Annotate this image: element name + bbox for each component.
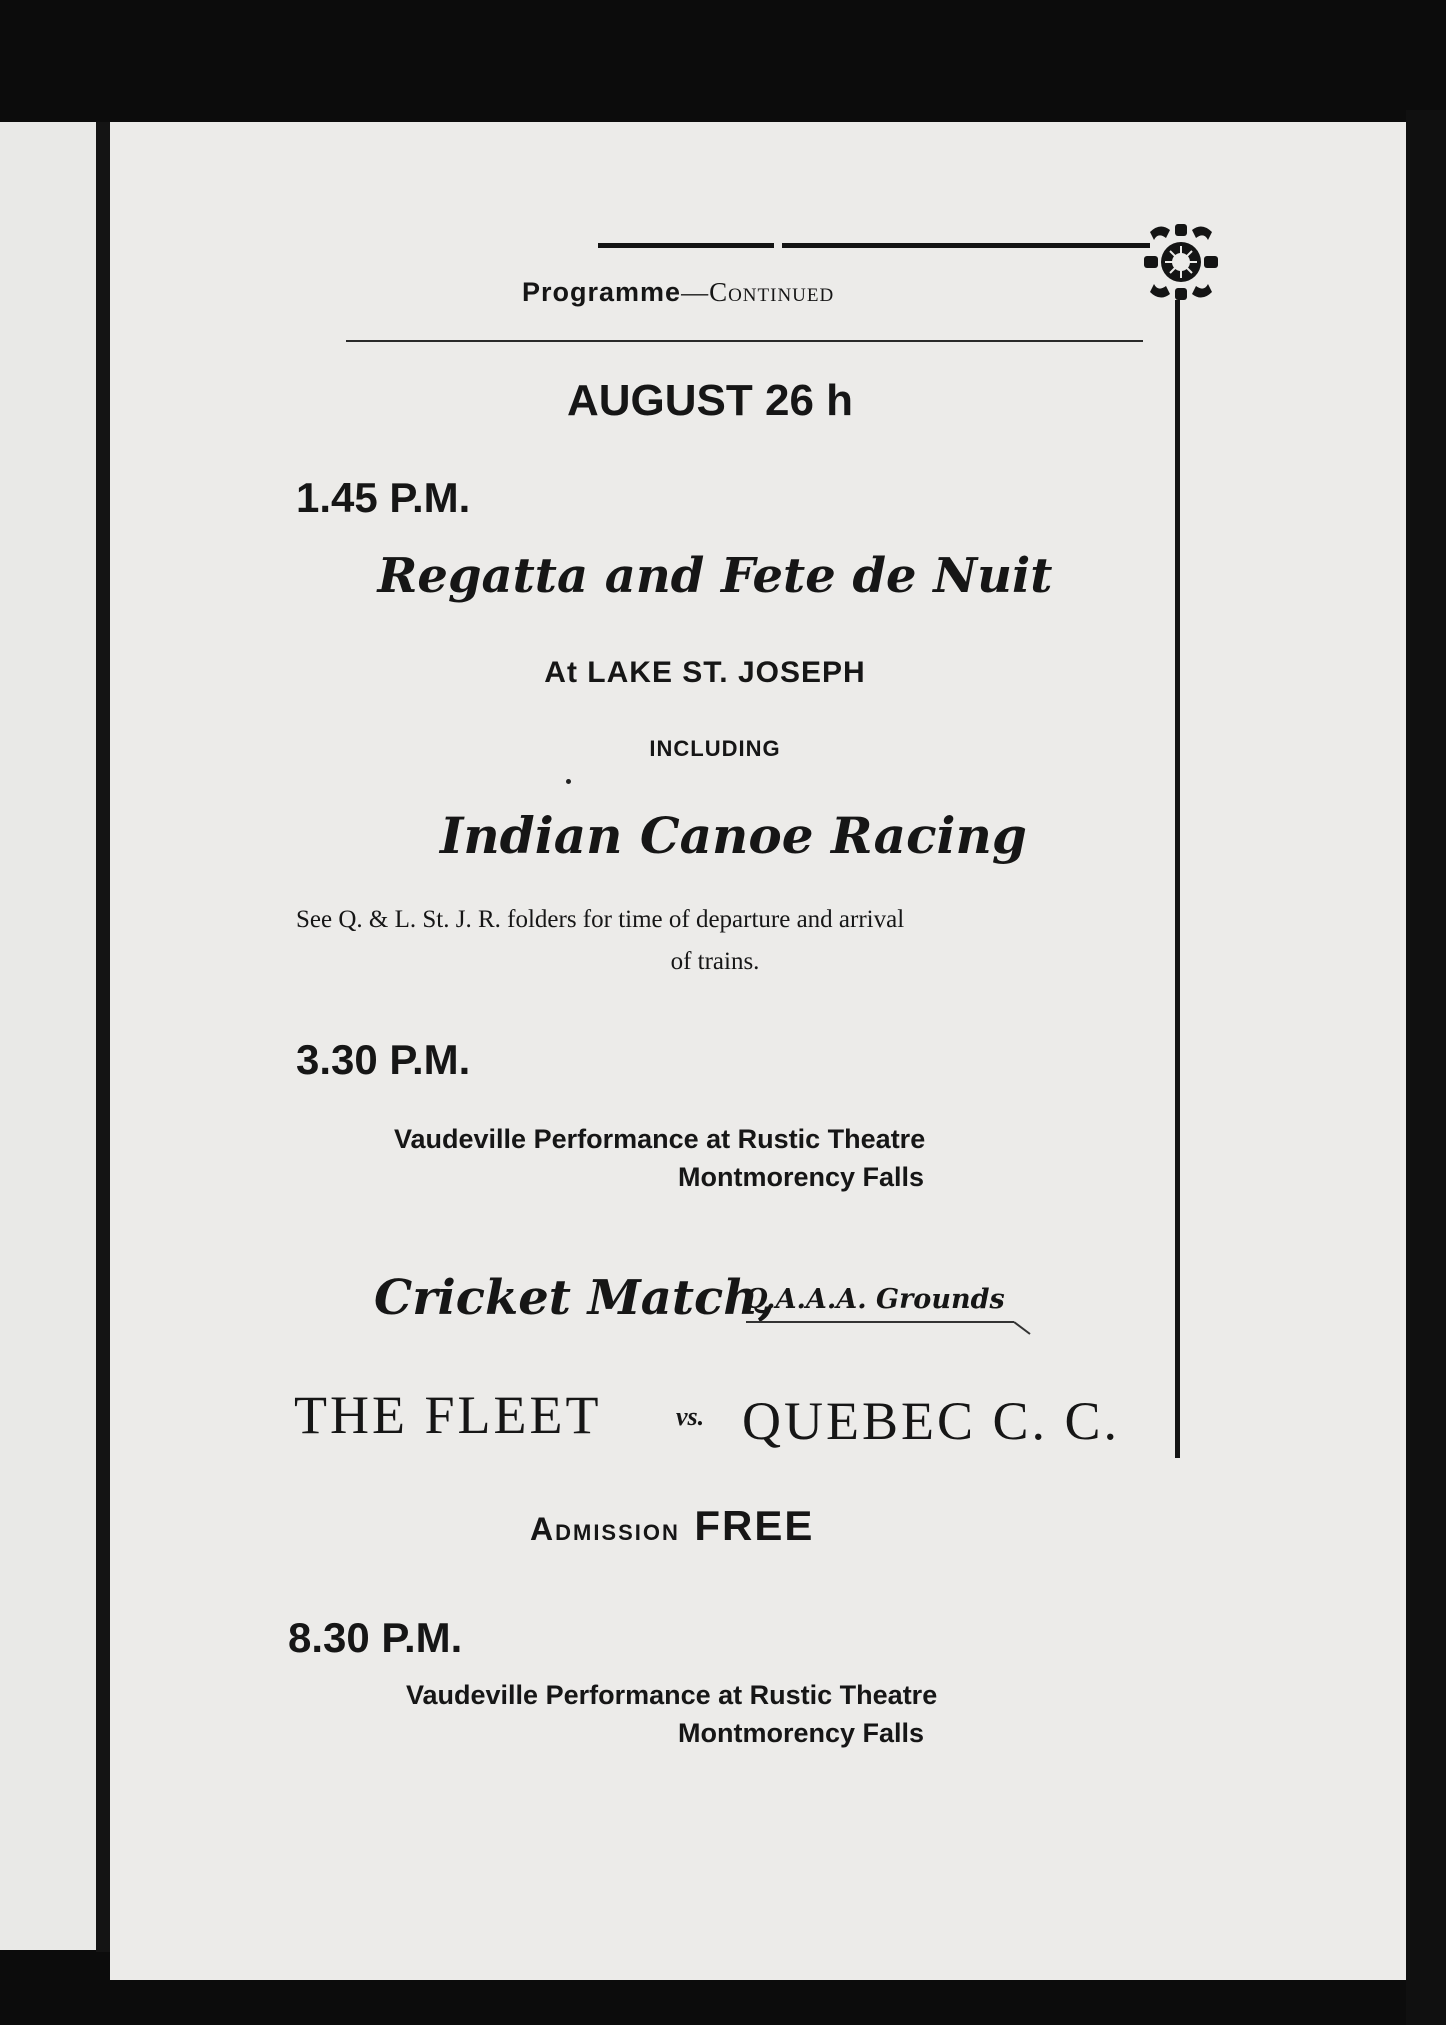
left-page-edge (0, 122, 96, 1950)
event-subtitle: Indian Canoe Racing (440, 806, 1027, 865)
event-including: INCLUDING (649, 736, 781, 761)
page-title (522, 277, 834, 308)
grounds-underline (744, 1318, 1034, 1338)
event-line2: Montmorency Falls (678, 1718, 925, 1748)
event-line1: Vaudeville Performance at Rustic Theatre (394, 1124, 926, 1154)
event-location: At LAKE ST. JOSEPH (544, 656, 866, 689)
cricket-grounds: Q.A.A.A. Grounds (744, 1284, 1005, 1315)
event-time: 1.45 P.M. (296, 474, 471, 521)
team-left: THE FLEET (294, 1385, 602, 1445)
admission-value: FREE (694, 1502, 815, 1549)
event-line1: Vaudeville Performance at Rustic Theatre (406, 1680, 938, 1710)
event-time: 8.30 P.M. (288, 1614, 463, 1661)
header-rule-top (598, 243, 1150, 248)
page-title-suffix: —Continued (681, 277, 835, 307)
book-spine (96, 122, 110, 1952)
admission-line (530, 1502, 814, 1550)
decorative-dot (566, 779, 571, 784)
admission-label: Admission (530, 1511, 680, 1547)
right-border-rule (1175, 300, 1180, 1458)
event-line2: Montmorency Falls (678, 1162, 925, 1192)
event-note-line1: See Q. & L. St. J. R. folders for time of departure and arrival (296, 906, 905, 933)
event-date: AUGUST 26 h (566, 376, 854, 425)
page-shadow (1406, 110, 1446, 2025)
versus-label: vs. (676, 1402, 705, 1431)
event-title: Regatta and Fete de Nuit (377, 548, 1053, 604)
header-rule-bottom (346, 340, 1143, 342)
event-note-line2: of trains. (670, 948, 760, 975)
ornament-icon (1140, 222, 1222, 302)
cricket-title: Cricket Match, (374, 1270, 775, 1326)
event-time: 3.30 P.M. (296, 1036, 471, 1083)
page-title-main: Programme (522, 277, 682, 307)
team-right: QUEBEC C. C. (742, 1391, 1121, 1451)
